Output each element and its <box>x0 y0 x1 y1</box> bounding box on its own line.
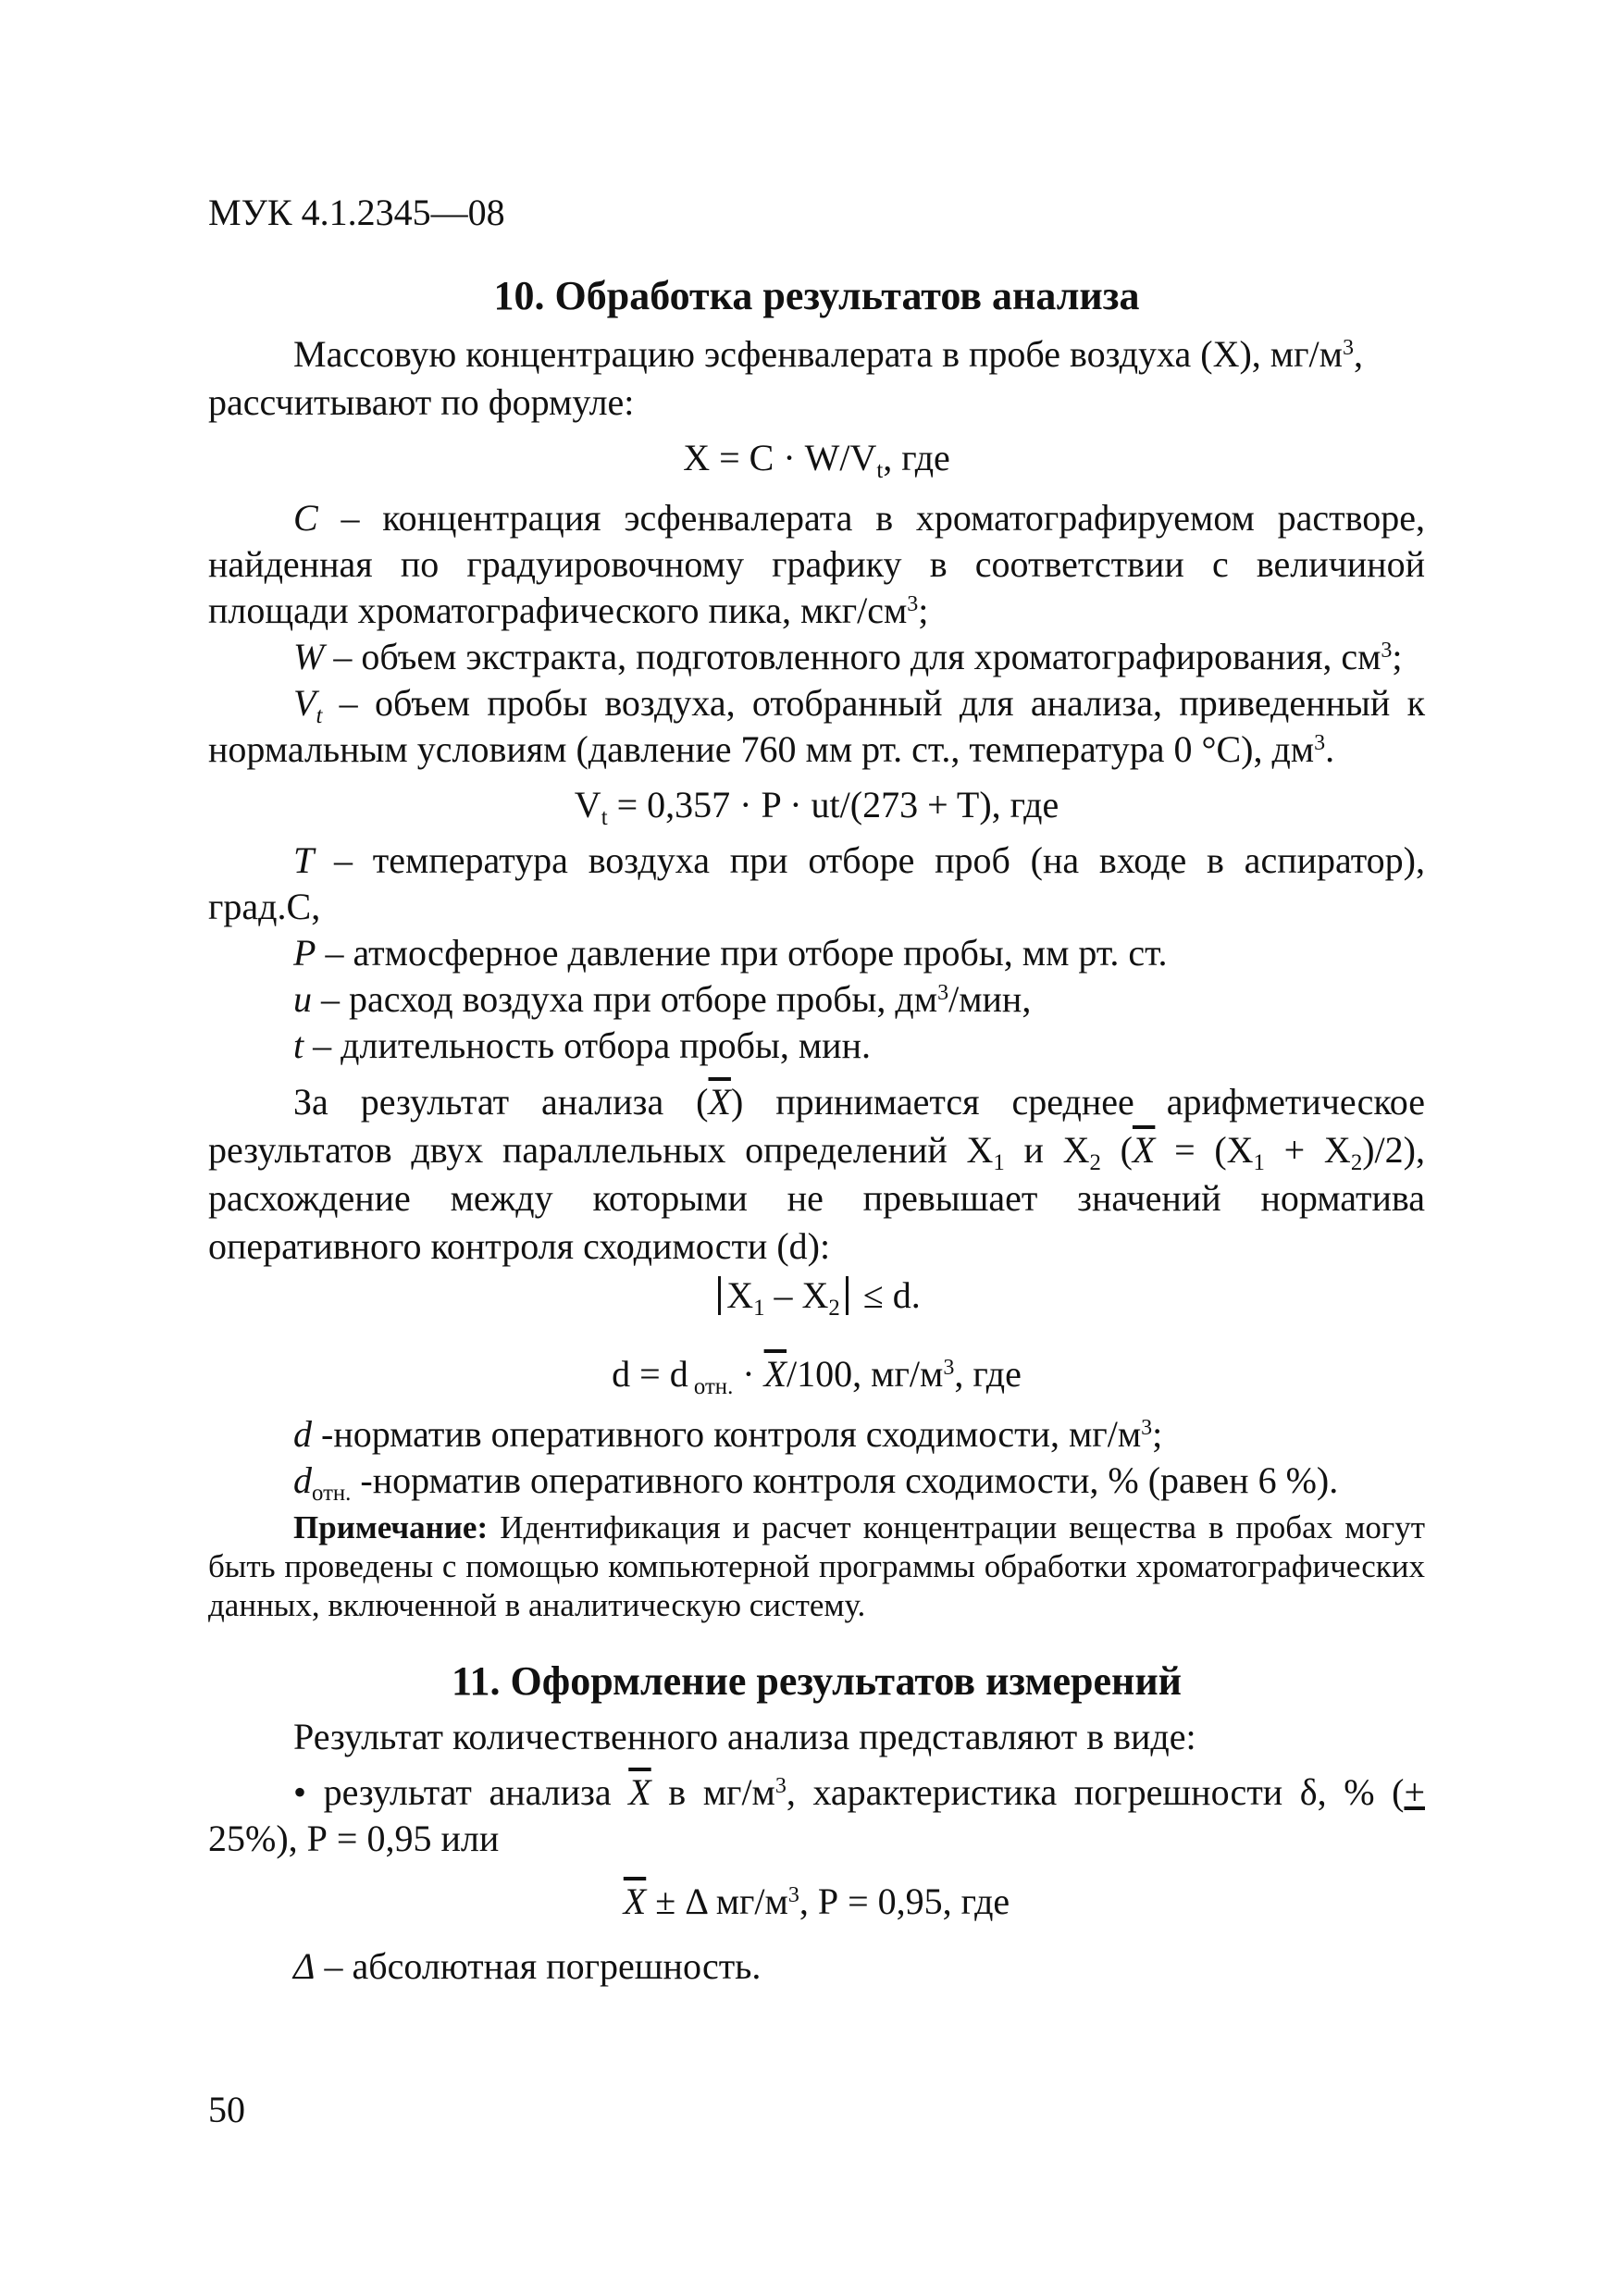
formula-result-x-bar: $\overline{X}$ <box>623 1880 647 1922</box>
formula-vt-sub: t <box>601 804 608 830</box>
formula-result <box>208 1879 1425 1925</box>
result-sub-2: 2 <box>1089 1149 1101 1175</box>
page-number-text: 50 <box>208 2089 245 2130</box>
section-10-title-text: 10. Обработка результатов анализа <box>493 273 1140 318</box>
formula-d <box>208 1351 1425 1397</box>
symbol-t: Т <box>293 839 315 881</box>
bullet-sup: 3 <box>774 1773 787 1798</box>
bullet-x-bar: $\overline{X}$ <box>628 1771 651 1813</box>
intro-line2-text: рассчитывают по формуле: <box>208 381 635 423</box>
section-11-intro <box>208 1714 1425 1760</box>
symbol-d: d <box>293 1413 312 1455</box>
bullet-text-3: , характеристика погрешности δ, % ( <box>786 1771 1405 1813</box>
definition-vt <box>208 680 1425 773</box>
definition-w <box>208 634 1425 680</box>
symbol-v: V <box>293 682 316 724</box>
definition-duration <box>208 1023 1425 1069</box>
definition-d-tail: ; <box>1152 1413 1163 1455</box>
intro-sup: 3 <box>1342 335 1354 360</box>
formula-d-sup: 3 <box>943 1355 955 1380</box>
abs-bar-right <box>846 1276 849 1315</box>
formula-result-sup: 3 <box>787 1882 799 1907</box>
formula-x-tail: , где <box>883 437 950 478</box>
definition-c <box>208 495 1425 634</box>
definition-u-sup: 3 <box>937 980 949 1005</box>
definition-d-text: -норматив оперативного контроля сходимости, мг/м <box>312 1413 1142 1455</box>
result-text-6: + Х <box>1264 1129 1351 1171</box>
definition-u-tail: /мин, <box>948 978 1032 1020</box>
formula-d-sub: отн. <box>688 1373 734 1399</box>
definition-d <box>208 1411 1425 1458</box>
definition-d-otn <box>208 1458 1425 1504</box>
result-text-4: ( <box>1100 1129 1133 1171</box>
result-x-bar-2: $\overline{X}$ <box>1132 1129 1156 1171</box>
page-number <box>208 2087 1425 2133</box>
note-paragraph <box>208 1508 1425 1625</box>
section-10-intro-line2 <box>208 379 1425 426</box>
bullet-text-4: 25%), Р = 0,95 или <box>208 1818 500 1859</box>
intro-comma: , <box>1353 333 1363 375</box>
definition-vt-tail: . <box>1325 728 1335 770</box>
abs-bar-left <box>718 1276 721 1315</box>
formula-result-text: ± Δ мг/м <box>646 1880 788 1922</box>
definition-delta <box>208 1943 1425 1990</box>
result-sub-3: 1 <box>1253 1149 1265 1175</box>
inequality-sub-2: 2 <box>828 1295 840 1321</box>
definition-w-text: – объем экстракта, подготовленного для хроматографирования, см <box>324 636 1381 677</box>
definition-c-text: – концентрация эсфенвалерата в хроматографируемом растворе, найденная по градуировочному графику в соответствии с величиной площади хроматографического пика, мкг/см <box>208 497 1425 631</box>
symbol-d-otn: d <box>293 1459 312 1501</box>
definition-d-otn-text: -норматив оперативного контроля сходимости, % (равен 6 %). <box>351 1459 1339 1501</box>
bullet-text-2: в мг/м <box>650 1771 775 1813</box>
note-label: Примечание: <box>293 1509 489 1545</box>
definition-w-tail: ; <box>1392 636 1403 677</box>
formula-vt <box>208 782 1425 828</box>
note-text: Идентификация и расчет концентрации вещества в пробах могут быть проведены с помощью компьютерной программы обработки хроматографических данных, включенной в аналитическую систему. <box>208 1509 1425 1623</box>
section-10-title <box>208 273 1425 319</box>
symbol-v-sub: t <box>316 702 323 728</box>
definition-w-sup: 3 <box>1381 638 1393 663</box>
definition-vt-text: – объем пробы воздуха, отобранный для анализа, приведенный к нормальным условиям (давление 760 мм рт. ст., температура 0 °С), дм <box>208 682 1425 770</box>
formula-x-sub: t <box>876 457 884 483</box>
result-text-3: и Х <box>1004 1129 1090 1171</box>
symbol-d-otn-sub: отн. <box>312 1480 352 1506</box>
inequality <box>208 1272 1425 1319</box>
section-11-title <box>208 1658 1425 1705</box>
result-text-7: )/2), расхождение между которыми не превышает значений норматива оперативного контроля сходимости (d): <box>208 1129 1425 1267</box>
definition-d-sup: 3 <box>1141 1415 1153 1440</box>
formula-vt-tail: = 0,357 · P · ut/(273 + T), где <box>607 784 1059 825</box>
section-10-intro <box>208 331 1425 378</box>
result-sub-1: 1 <box>993 1149 1005 1175</box>
symbol-p: Р <box>293 932 316 974</box>
symbol-t-small: t <box>293 1024 304 1066</box>
plus-minus-sign: + <box>1404 1771 1425 1813</box>
definition-c-tail: ; <box>918 590 929 631</box>
result-x-bar: $\overline{X}$ <box>708 1081 731 1123</box>
intro-text: Массовую концентрацию эсфенвалерата в пробе воздуха (Х), мг/м <box>293 333 1343 375</box>
formula-result-tail: , Р = 0,95, где <box>799 1880 1010 1922</box>
symbol-u: u <box>293 978 312 1020</box>
symbol-w: W <box>293 636 325 677</box>
result-text-2: ) принимается среднее арифметическое результатов двух параллельных определений Х <box>208 1081 1425 1171</box>
section-11-title-text: 11. Оформление результатов измерений <box>451 1658 1183 1704</box>
bullet-text-1: • результат анализа <box>293 1771 629 1813</box>
formula-d-tail: , где <box>954 1353 1022 1395</box>
definition-c-sup: 3 <box>907 591 919 616</box>
inequality-x2: – Х <box>764 1274 829 1316</box>
formula-d-dot: · <box>733 1353 764 1395</box>
symbol-c: С <box>293 497 318 539</box>
definition-vt-sup: 3 <box>1314 730 1326 755</box>
inequality-sub-1: 1 <box>753 1295 765 1321</box>
formula-d-main: d = d <box>612 1353 688 1395</box>
symbol-delta: Δ <box>293 1945 316 1987</box>
result-sub-4: 2 <box>1350 1149 1363 1175</box>
formula-x <box>208 435 1425 481</box>
result-paragraph <box>208 1078 1425 1271</box>
formula-x-main: Х = С · W/V <box>683 437 877 478</box>
definition-u-text: – расход воздуха при отборе пробы, дм <box>312 978 938 1020</box>
inequality-x1: Х <box>726 1274 754 1316</box>
formula-d-x-bar: $\overline{X}$ <box>763 1353 787 1395</box>
definition-p-text: – атмосферное давление при отборе пробы, мм рт. ст. <box>316 932 1168 974</box>
definition-duration-text: – длительность отбора пробы, мин. <box>304 1024 871 1066</box>
definition-delta-text: – абсолютная погрешность. <box>315 1945 762 1987</box>
result-text-1: За результат анализа ( <box>293 1081 709 1123</box>
definition-t <box>208 838 1425 930</box>
definition-t-text: – температура воздуха при отборе проб (на входе в аспиратор), град.С, <box>208 839 1425 927</box>
formula-vt-main: V <box>574 784 601 825</box>
result-bullet <box>208 1769 1425 1862</box>
document-code <box>208 190 1425 236</box>
result-text-5: = (Х <box>1155 1129 1254 1171</box>
definition-u <box>208 976 1425 1023</box>
formula-d-text: /100, мг/м <box>787 1353 944 1395</box>
document-code-text: МУК 4.1.2345—08 <box>208 192 505 233</box>
definition-p <box>208 930 1425 976</box>
inequality-tail: ≤ d. <box>853 1274 921 1316</box>
section-11-intro-text: Результат количественного анализа представляют в виде: <box>293 1716 1196 1757</box>
